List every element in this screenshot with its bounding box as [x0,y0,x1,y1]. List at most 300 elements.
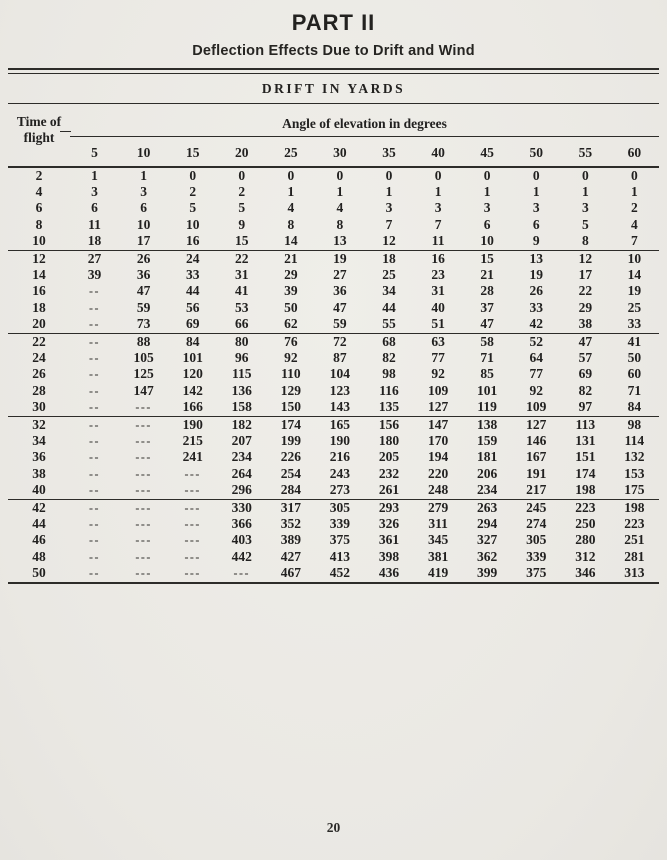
time-of-flight-cell: 12 [32,250,46,266]
value-cell: 29 [284,266,298,282]
time-of-flight-cell: 46 [32,532,46,548]
value-cell: 101 [477,382,498,398]
time-of-flight-cell: 16 [32,283,46,299]
value-cell: 58 [480,333,494,349]
value-cell: 15 [235,233,249,249]
value-cell: 4 [336,200,344,216]
value-cell: 0 [336,167,344,183]
value-cell: 53 [235,299,249,315]
value-cell: 339 [329,516,351,532]
table-row [8,283,659,299]
value-cell: 82 [578,382,593,398]
value-cell: 274 [526,516,547,532]
value-cell: 77 [529,366,543,382]
value-cell: 36 [333,283,347,299]
value-cell: 467 [280,565,301,581]
value-cell: 59 [136,299,151,315]
value-cell: --- [135,466,152,481]
value-cell: 345 [427,532,449,548]
value-cell: --- [135,417,152,432]
col-axis-label: Angle of elevation in degrees [70,104,659,137]
value-cell: 42 [529,316,543,332]
value-cell: 1 [140,167,147,183]
value-cell: 16 [185,233,200,249]
value-cell: 114 [624,433,645,448]
value-cell: 312 [575,548,596,564]
value-cell: 166 [182,399,203,415]
value-cell: 13 [529,250,543,266]
value-cell: 10 [136,216,151,232]
time-of-flight-cell: 8 [35,216,43,232]
value-cell: 21 [284,250,298,266]
value-cell: 82 [382,349,396,365]
value-cell: -- [89,533,101,548]
value-cell: 375 [526,565,547,581]
value-cell: 92 [529,382,543,398]
value-cell: 223 [624,516,645,532]
value-cell: 47 [333,299,347,315]
value-cell: 156 [378,416,400,432]
value-cell: 207 [231,433,252,448]
value-cell: 158 [231,399,252,415]
value-cell: 33 [529,299,543,315]
value-cell: 131 [575,433,596,448]
table-row [8,383,659,399]
value-cell: 7 [434,216,442,232]
value-cell: --- [135,450,152,465]
row-group [8,416,659,499]
value-cell: 105 [133,349,154,365]
value-cell: 17 [136,233,151,249]
value-cell: 2 [631,200,638,216]
value-cell: 16 [431,250,445,266]
value-cell: 346 [575,565,596,581]
value-cell: 50 [627,349,642,365]
value-cell: 26 [136,250,151,266]
value-cell: 327 [477,532,498,548]
value-cell: 1 [434,183,442,199]
value-cell: --- [135,434,152,448]
value-cell: 317 [280,499,301,515]
table-row [8,482,659,499]
value-cell: 234 [477,482,498,498]
value-cell: --- [184,549,201,564]
value-cell: 296 [231,482,252,498]
value-cell: 69 [185,316,200,332]
value-cell: 293 [378,499,400,515]
time-of-flight-cell: 50 [32,565,46,581]
value-cell: --- [184,517,201,532]
value-cell: 6 [532,216,540,232]
value-cell: 44 [382,299,396,315]
time-of-flight-cell: 14 [32,266,46,282]
time-of-flight-cell: 48 [32,548,46,564]
value-cell: 250 [575,516,596,532]
value-cell: 150 [280,399,301,415]
column-header: 25 [284,144,298,160]
value-cell: --- [135,533,152,548]
value-cell: 279 [427,499,449,515]
table-row [8,532,659,548]
value-cell: 36 [136,266,151,282]
value-cell: 18 [87,233,102,249]
value-cell: 57 [578,349,593,365]
value-cell: 232 [378,465,400,481]
value-cell: 125 [133,366,154,382]
value-cell: 147 [427,416,449,432]
value-cell: 263 [477,499,498,515]
value-cell: 151 [575,449,596,465]
value-cell: 311 [428,516,448,532]
value-cell: 6 [91,200,98,216]
drift-table [8,104,659,584]
time-of-flight-cell: 2 [35,167,43,183]
value-cell: 22 [578,283,593,299]
document-subtitle: Deflection Effects Due to Drift and Wind [192,43,475,59]
time-of-flight-cell: 28 [32,382,46,398]
value-cell: 120 [182,366,203,382]
value-cell: 147 [133,382,154,398]
value-cell: --- [184,483,201,498]
value-cell: 3 [140,183,147,199]
value-cell: -- [89,350,101,365]
value-cell: -- [89,300,101,315]
value-cell: 135 [378,399,400,415]
value-cell: 8 [336,216,344,232]
value-cell: 330 [231,499,252,515]
value-cell: 10 [627,250,642,266]
value-cell: 138 [477,416,498,432]
value-cell: 215 [182,433,203,448]
value-cell: 0 [238,167,246,183]
table-row [8,416,659,433]
value-cell: 44 [185,283,200,299]
value-cell: 33 [627,316,642,332]
value-cell: 101 [182,349,203,365]
value-cell: 68 [382,333,396,349]
value-cell: 23 [431,266,445,282]
value-cell: 71 [480,349,494,365]
value-cell: 339 [526,548,547,564]
time-of-flight-cell: 34 [32,433,46,448]
value-cell: 419 [427,565,449,581]
value-cell: 96 [235,349,249,365]
value-cell: -- [89,549,101,564]
value-cell: 427 [280,548,301,564]
row-group [8,333,659,416]
value-cell: 403 [231,532,252,548]
value-cell: 264 [231,465,252,481]
value-cell: 87 [333,349,347,365]
value-cell: 389 [280,532,301,548]
column-header: 60 [627,144,642,160]
value-cell: -- [89,417,101,432]
value-cell: --- [135,400,152,415]
value-cell: -- [89,317,101,332]
value-cell: 241 [182,449,203,465]
value-cell: 77 [431,349,445,365]
value-cell: 281 [624,548,645,564]
column-header: 15 [185,144,200,160]
value-cell: -- [89,334,101,349]
table-row [8,233,659,250]
value-cell: 28 [480,283,494,299]
value-cell: 2 [189,183,197,199]
value-cell: 294 [477,516,498,532]
value-cell: -- [89,383,101,398]
value-cell: 59 [333,316,347,332]
value-cell: 73 [136,316,151,332]
value-cell: 0 [631,167,638,183]
value-cell: 1 [91,167,98,183]
time-of-flight-cell: 36 [32,449,46,465]
value-cell: 110 [281,366,301,382]
value-cell: 9 [532,233,540,249]
value-cell: 72 [333,333,347,349]
value-cell: 375 [329,532,351,548]
value-cell: 52 [529,333,543,349]
value-cell: -- [89,517,101,532]
value-cell: 305 [329,499,351,515]
table-header [8,104,659,167]
value-cell: 0 [581,167,589,183]
value-cell: --- [184,466,201,481]
value-cell: 305 [526,532,547,548]
value-cell: 92 [431,366,445,382]
value-cell: 198 [575,482,596,498]
value-cell: 1 [385,183,393,199]
value-cell: 84 [627,399,642,415]
value-cell: 56 [185,299,200,315]
value-cell: 181 [477,449,498,465]
column-header: 20 [235,144,249,160]
value-cell: 9 [238,216,246,232]
time-of-flight-cell: 10 [32,233,46,249]
row-group [8,499,659,583]
value-cell: -- [89,483,101,498]
value-cell: 366 [231,516,252,532]
value-cell: 11 [88,216,101,232]
value-cell: 47 [480,316,494,332]
value-cell: --- [184,566,201,581]
table-row [8,449,659,465]
value-cell: 41 [235,283,249,299]
value-cell: 19 [333,250,347,266]
column-header: 5 [91,144,98,160]
value-cell: -- [89,500,101,515]
value-cell: 17 [578,266,593,282]
value-cell: 66 [235,316,249,332]
value-cell: -- [89,400,101,415]
row-axis-label [8,104,70,167]
time-of-flight-cell: 24 [32,349,46,365]
value-cell: 194 [427,449,449,465]
value-cell: 25 [627,299,642,315]
time-of-flight-cell: 38 [32,465,46,481]
value-cell: 129 [280,382,301,398]
value-cell: 132 [624,449,645,465]
table-row [8,250,659,267]
value-cell: 5 [581,216,589,232]
page-number: 20 [326,820,341,835]
value-cell: 216 [329,449,351,465]
value-cell: 19 [529,266,543,282]
value-cell: 109 [427,382,449,398]
value-cell: 7 [385,216,393,232]
value-cell: 220 [427,465,449,481]
value-cell: 1 [581,183,589,199]
value-cell: 182 [231,416,252,432]
value-cell: --- [184,533,201,548]
table-row [8,399,659,416]
value-cell: 71 [627,382,642,398]
time-of-flight-cell: 32 [32,416,46,432]
value-cell: 3 [483,200,491,216]
value-cell: -- [89,284,101,299]
value-cell: 5 [189,200,197,216]
value-cell: 4 [287,200,295,216]
value-cell: 127 [526,416,547,432]
value-cell: 4 [631,216,638,232]
table-row [8,333,659,350]
table-row [8,200,659,216]
value-cell: 127 [427,399,449,415]
value-cell: 205 [378,449,400,465]
value-cell: 0 [385,167,393,183]
table-row [8,167,659,184]
time-of-flight-cell: 40 [32,482,46,498]
value-cell: 13 [333,233,347,249]
value-cell: 14 [627,266,642,282]
value-cell: 3 [91,183,98,199]
column-header: 10 [136,144,151,160]
value-cell: 206 [477,465,498,481]
value-cell: 146 [526,433,547,448]
value-cell: -- [89,466,101,481]
value-cell: 352 [280,516,301,532]
value-cell: -- [89,367,101,382]
value-cell: 3 [385,200,393,216]
value-cell: 280 [575,532,596,548]
value-cell: 243 [329,465,351,481]
value-cell: 175 [624,482,645,498]
value-cell: 3 [532,200,540,216]
table-row [8,267,659,283]
value-cell: 63 [431,333,445,349]
value-cell: 2 [238,183,246,199]
value-cell: 223 [575,499,596,515]
value-cell: 8 [287,216,295,232]
table-row [8,217,659,233]
value-cell: 84 [185,333,200,349]
value-cell: 159 [477,433,498,448]
value-cell: 113 [575,416,596,432]
time-of-flight-cell: 20 [32,316,46,332]
value-cell: --- [135,549,152,564]
value-cell: 0 [287,167,295,183]
value-cell: 284 [280,482,301,498]
value-cell: 0 [532,167,540,183]
value-cell: 198 [624,499,645,515]
value-cell: 6 [140,200,147,216]
value-cell: 165 [329,416,351,432]
value-cell: 25 [382,266,396,282]
value-cell: 40 [431,299,445,315]
value-cell: 217 [526,482,547,498]
value-cell: 174 [575,465,596,481]
value-cell: 10 [480,233,494,249]
value-cell: 38 [578,316,593,332]
value-cell: --- [135,517,152,532]
time-of-flight-cell: 4 [35,183,43,199]
value-cell: 21 [480,266,494,282]
value-cell: -- [89,566,101,581]
column-header: 50 [529,144,543,160]
value-cell: 167 [526,449,547,465]
row-axis-label-line2: flight [23,129,55,145]
value-cell: 191 [526,465,547,481]
value-cell: 190 [329,433,351,448]
value-cell: --- [184,500,201,515]
value-cell: 34 [382,283,396,299]
value-cell: 98 [627,416,642,432]
value-cell: 3 [581,200,589,216]
value-cell: 50 [284,299,298,315]
time-of-flight-cell: 30 [32,399,46,415]
value-cell: 143 [329,399,351,415]
value-cell: 55 [382,316,396,332]
value-cell: 12 [578,250,593,266]
value-cell: 119 [477,399,497,415]
value-cell: 15 [480,250,494,266]
value-cell: 261 [378,482,400,498]
time-of-flight-cell: 18 [32,299,46,315]
value-cell: 7 [631,233,638,249]
value-cell: 24 [185,250,200,266]
row-group [8,250,659,333]
time-of-flight-cell: 44 [32,516,46,532]
value-cell: 5 [238,200,246,216]
table-row [8,433,659,449]
value-cell: 199 [280,433,301,448]
value-cell: 64 [529,349,543,365]
value-cell: 47 [136,283,151,299]
column-header: 30 [333,144,347,160]
axis-label-row [8,104,659,137]
value-cell: 1 [336,183,344,199]
value-cell: 8 [581,233,589,249]
double-rule [8,68,659,74]
value-cell: 180 [378,433,400,448]
value-cell: 190 [182,416,203,432]
value-cell: 1 [532,183,540,199]
value-cell: -- [89,434,101,448]
value-cell: 62 [284,316,298,332]
table-row [8,565,659,582]
value-cell: 85 [480,366,494,382]
value-cell: 27 [333,266,347,282]
value-cell: 273 [329,482,351,498]
value-cell: 0 [483,167,491,183]
value-cell: 142 [182,382,203,398]
table-title: DRIFT IN YARDS [261,80,406,96]
value-cell: 116 [379,382,399,398]
value-cell: 123 [329,382,351,398]
row-group [8,167,659,251]
time-of-flight-cell: 26 [32,366,46,382]
value-cell: 174 [280,416,301,432]
column-header: 55 [578,144,593,160]
